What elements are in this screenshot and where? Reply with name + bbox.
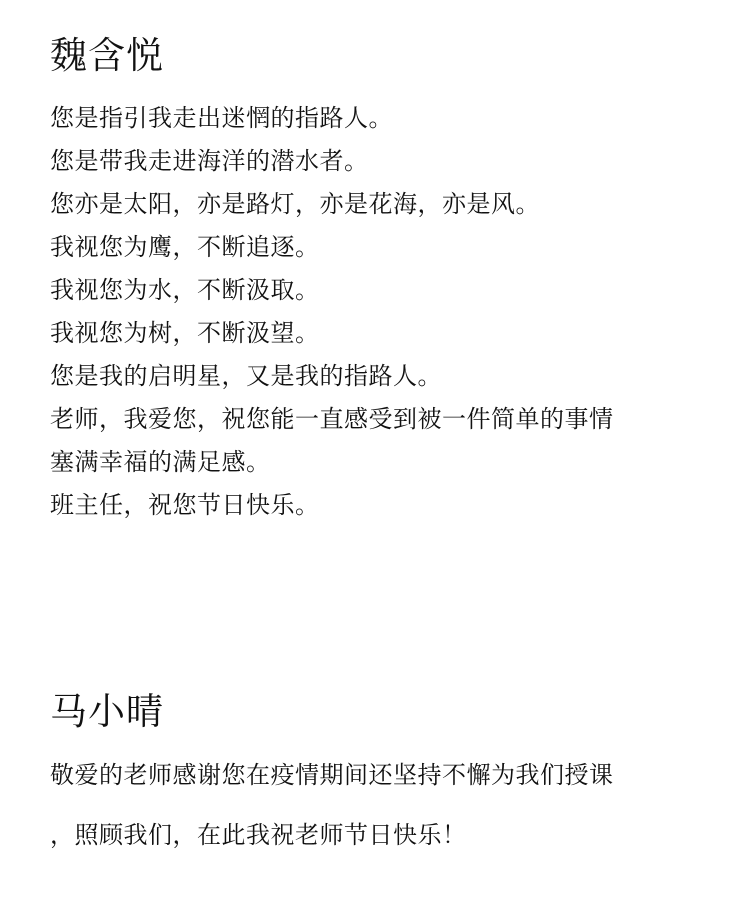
message-line: 班主任，祝您节日快乐。 xyxy=(50,491,320,519)
message-section-ma-xiaoqing xyxy=(50,690,730,879)
message-line: 我视您为树，不断汲望。 xyxy=(50,319,320,347)
message-line: 您是带我走进海洋的潜水者。 xyxy=(50,147,369,175)
message-line: ，照顾我们，在此我祝老师节日快乐！ xyxy=(50,821,467,849)
message-line: 我视您为鹰，不断追逐。 xyxy=(50,233,320,261)
message-line: 您是指引我走出迷惘的指路人。 xyxy=(50,104,393,132)
message-line: 老师，我爱您，祝您能一直感受到被一件简单的事情 xyxy=(50,405,614,433)
author-name: 马小晴 xyxy=(50,690,164,733)
message-section-wei-hanyue xyxy=(50,34,730,532)
message-line: 您是我的启明星，又是我的指路人。 xyxy=(50,362,442,390)
author-name: 魏含悦 xyxy=(50,34,164,77)
message-body xyxy=(50,759,730,879)
message-line: 您亦是太阳，亦是路灯，亦是花海，亦是风。 xyxy=(50,190,540,218)
message-line: 我视您为水，不断汲取。 xyxy=(50,276,320,304)
message-line: 敬爱的老师感谢您在疫情期间还坚持不懈为我们授课 xyxy=(50,761,614,789)
message-line: 塞满幸福的满足感。 xyxy=(50,448,271,476)
message-body xyxy=(50,102,730,532)
